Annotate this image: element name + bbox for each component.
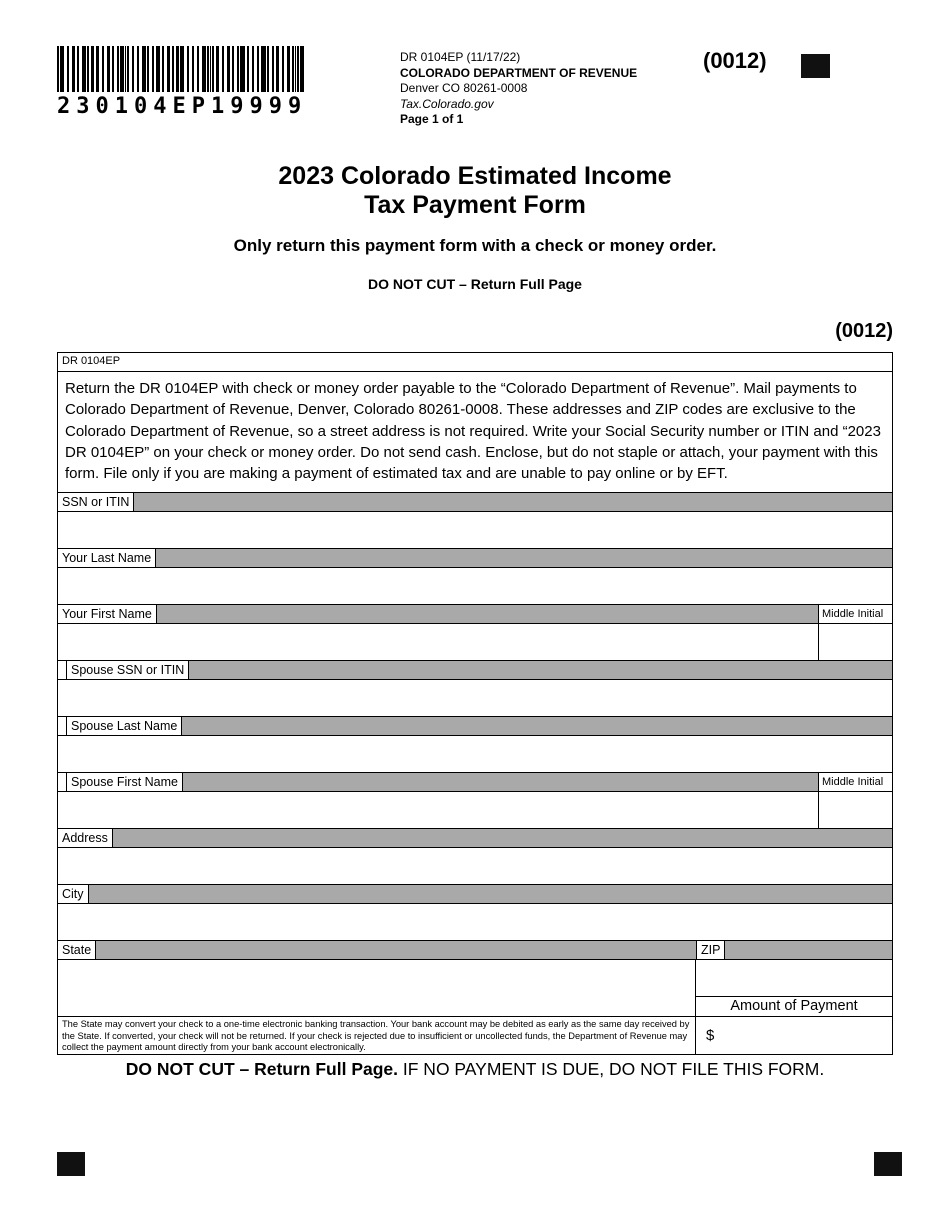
spouse-first-name-label-bar — [183, 773, 818, 791]
zip-input[interactable] — [696, 960, 892, 996]
spouse-middle-initial-input[interactable] — [818, 792, 892, 828]
first-name-label-row — [58, 604, 892, 624]
form-id-strip: DR 0104EP — [58, 353, 892, 372]
spouse-last-name-indent — [58, 717, 66, 735]
payment-instruction-subtitle: Only return this payment form with a check or money order. — [233, 236, 717, 255]
spouse-middle-initial-field-label: Middle Initial — [818, 773, 892, 791]
last-name-input-row — [58, 568, 892, 604]
spouse-last-name-input-row — [58, 736, 892, 772]
address-label-bar — [113, 829, 892, 847]
amount-of-payment-label: Amount of Payment — [696, 996, 892, 1016]
spouse-ssn-indent — [58, 661, 66, 679]
middle-initial-field-label: Middle Initial — [818, 605, 892, 623]
spouse-ssn-input[interactable] — [58, 680, 892, 716]
spouse-first-name-input[interactable] — [58, 792, 818, 828]
page-title-line2: Tax Payment Form — [364, 191, 586, 220]
footer-no-payment: IF NO PAYMENT IS DUE, DO NOT FILE THIS FORM. — [402, 1059, 825, 1079]
spouse-ssn-label-row — [58, 660, 892, 680]
ssn-input[interactable] — [58, 512, 892, 548]
spouse-first-name-field-label: Spouse First Name — [66, 773, 183, 791]
spouse-last-name-label-row — [58, 716, 892, 736]
amount-input[interactable] — [696, 1017, 892, 1054]
state-input[interactable] — [58, 960, 696, 996]
spouse-last-name-field-label: Spouse Last Name — [66, 717, 182, 735]
first-name-field-label: Your First Name — [58, 605, 157, 623]
ssn-field-label: SSN or ITIN — [58, 493, 134, 511]
first-name-label-bar — [157, 605, 818, 623]
spouse-ssn-field-label: Spouse SSN or ITIN — [66, 661, 189, 679]
last-name-label-row — [58, 548, 892, 568]
zip-label-bar — [725, 941, 892, 959]
registration-mark-bottom-left — [57, 1152, 85, 1176]
payment-form-box — [57, 352, 893, 1055]
city-label-row — [58, 884, 892, 904]
spouse-first-name-input-row — [58, 792, 892, 828]
footer-warning — [0, 1059, 950, 1080]
barcode-bars-icon — [57, 46, 307, 92]
department-website: Tax.Colorado.gov — [400, 96, 494, 111]
registration-mark-bottom-right — [874, 1152, 902, 1176]
first-name-input-row — [58, 624, 892, 660]
last-name-input[interactable] — [58, 568, 892, 604]
amount-header-left-spacer — [58, 996, 696, 1016]
spouse-last-name-input[interactable] — [58, 736, 892, 772]
footer-do-not-cut: DO NOT CUT – Return Full Page. — [125, 1059, 399, 1079]
spouse-first-name-indent — [58, 773, 66, 791]
city-label-bar — [89, 885, 892, 903]
electronic-conversion-disclaimer: The State may convert your check to a one-time electronic banking transaction. Your bank account may be debited as early as the same day received by the State. If converted, your check will not be returned. If your check is rejected due to insufficient or uncollected funds, the Department of Revenue may collect the payment amount directly from your bank account electronically. — [58, 1017, 696, 1054]
city-input-row — [58, 904, 892, 940]
address-input-row — [58, 848, 892, 884]
city-field-label: City — [58, 885, 89, 903]
state-label-section — [58, 941, 696, 959]
bottom-row — [58, 1016, 892, 1054]
ssn-label-row — [58, 492, 892, 512]
address-field-label: Address — [58, 829, 113, 847]
middle-initial-input[interactable] — [818, 624, 892, 660]
state-zip-input-row — [58, 960, 892, 996]
dollar-sign: $ — [706, 1027, 715, 1045]
ssn-input-row — [58, 512, 892, 548]
form-code-above-box: (0012) — [835, 320, 893, 342]
department-name: COLORADO DEPARTMENT OF REVENUE — [400, 65, 638, 80]
address-input[interactable] — [58, 848, 892, 884]
barcode — [57, 46, 307, 119]
page-title-line1: 2023 Colorado Estimated Income — [278, 162, 672, 190]
state-label-bar — [96, 941, 696, 959]
form-code-top-right: (0012) — [703, 48, 767, 73]
mailing-instructions: Return the DR 0104EP with check or money order payable to the “Colorado Department of Revenue”. Mail payments to Colorado Department of Revenue, Denver, Colorado 80261-0008. These addresses and ZIP codes are exclusive to the Colorado Department of Revenue, so a street address is not required. Write your Social Security number or ITIN and “2023 DR 0104EP” on your check or money order. Do not send cash. Enclose, but do not staple or attach, your payment with this form. File only if you are making a payment of estimated tax and are unable to pay online or by EFT. — [65, 380, 881, 483]
amount-header-row — [58, 996, 892, 1016]
ssn-label-bar — [134, 493, 892, 511]
address-label-row — [58, 828, 892, 848]
state-zip-label-row — [58, 940, 892, 960]
spouse-ssn-label-bar — [189, 661, 892, 679]
spouse-ssn-input-row — [58, 680, 892, 716]
page-number: Page 1 of 1 — [400, 112, 464, 127]
last-name-label-bar — [156, 549, 892, 567]
registration-mark-top-right — [801, 54, 830, 78]
state-field-label: State — [58, 941, 96, 959]
city-input[interactable] — [58, 904, 892, 940]
form-code-line: DR 0104EP (11/17/22) — [400, 50, 521, 64]
last-name-field-label: Your Last Name — [58, 549, 156, 567]
spouse-last-name-label-bar — [182, 717, 892, 735]
department-city-zip: Denver CO 80261-0008 — [400, 81, 528, 96]
spouse-first-name-label-row — [58, 772, 892, 792]
page-title — [0, 162, 950, 221]
barcode-number: 230104EP19999 — [57, 94, 308, 119]
zip-field-label: ZIP — [696, 941, 725, 959]
do-not-cut-top: DO NOT CUT – Return Full Page — [368, 276, 582, 292]
first-name-input[interactable] — [58, 624, 818, 660]
department-address-block — [400, 50, 637, 128]
